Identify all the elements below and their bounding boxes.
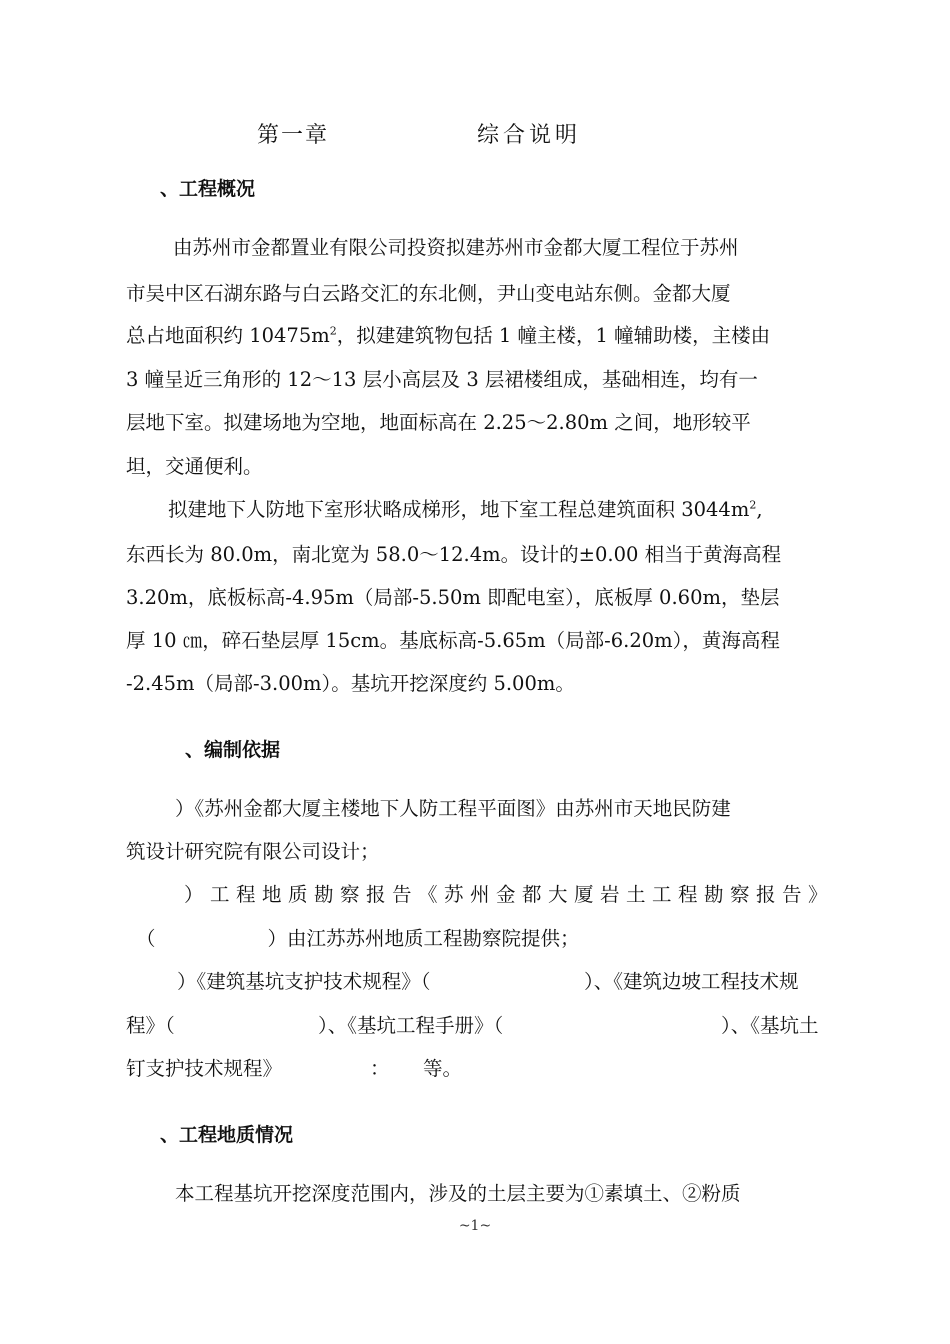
paragraph-line: 市吴中区石湖东路与白云路交汇的东北侧，尹山变电站东侧。金都大厦 xyxy=(126,282,731,305)
basis-item-3-line: 等。 xyxy=(423,1057,463,1080)
section-heading-overview: 、工程概况 xyxy=(160,178,256,200)
chapter-name: 综合说明 xyxy=(477,123,582,148)
page-number: ~1~ xyxy=(458,1218,492,1234)
section-heading-geology: 、工程地质情况 xyxy=(160,1124,294,1146)
paragraph-line: 拟建地下人防地下室形状略成梯形，地下室工程总建筑面积 $3044m^2$, xyxy=(168,498,763,521)
basis-item-3-line: ）、《建筑边坡工程技术规 xyxy=(584,970,799,993)
basis-item-3-line: 钉支护技术规程》 xyxy=(126,1057,283,1080)
paragraph-line: 由苏州市金都置业有限公司投资拟建苏州市金都大厦工程位于苏州 xyxy=(173,236,739,259)
basis-item-3-line: ： xyxy=(370,1057,390,1080)
paragraph-line: 3 幢呈近三角形的 12～13 层小高层及 3 层裙楼组成，基础相连，均有一 xyxy=(126,368,758,391)
chapter-number: 第一章 xyxy=(257,123,330,148)
section-heading-basis: 、编制依据 xyxy=(185,739,281,761)
basis-item-2-line: （ ）由江苏苏州地质工程勘察院提供； xyxy=(136,927,580,950)
paragraph-line: 厚 10 ㎝，碎石垫层厚 15cm。基底标高-5.65m（局部-6.20m），黄海高程 xyxy=(126,629,780,652)
paragraph-line: 层地下室。拟建场地为空地，地面标高在 2.25～2.80m 之间，地形较平 xyxy=(126,411,751,434)
paragraph-line: 3.20m，底板标高-4.95m（局部-5.50m 即配电室），底板厚 0.60m，垫层 xyxy=(126,586,780,609)
paragraph-line: 东西长为 80.0m，南北宽为 58.0～12.4m。设计的±0.00 相当于黄海高程 xyxy=(126,543,782,566)
basis-item-3-line: ）、《基坑工程手册》（ xyxy=(318,1014,504,1037)
basis-item-1-line: ）《苏州金都大厦主楼地下人防工程平面图》由苏州市天地民防建 xyxy=(175,797,731,820)
basis-item-2-line: ）工程地质勘察报告《苏州金都大厦岩土工程勘察报告》 xyxy=(184,883,835,906)
paragraph-line: 本工程基坑开挖深度范围内，涉及的土层主要为①素填土、②粉质 xyxy=(175,1182,741,1205)
basis-item-3-line: 程》（ xyxy=(126,1014,175,1037)
paragraph-line: 坦，交通便利。 xyxy=(126,455,263,478)
basis-item-3-line: ）《建筑基坑支护技术规程》（ xyxy=(177,970,431,993)
chapter-title xyxy=(0,118,950,152)
basis-item-3-line: ）、《基坑土 xyxy=(721,1014,819,1037)
paragraph-line: -2.45m（局部-3.00m）。基坑开挖深度约 5.00m。 xyxy=(126,672,575,695)
basis-item-1-line: 筑设计研究院有限公司设计； xyxy=(126,840,380,863)
paragraph-line: 总占地面积约 $10475m^2$，拟建建筑物包括 1 幢主楼，1 幢辅助楼，主楼由 xyxy=(126,324,771,347)
